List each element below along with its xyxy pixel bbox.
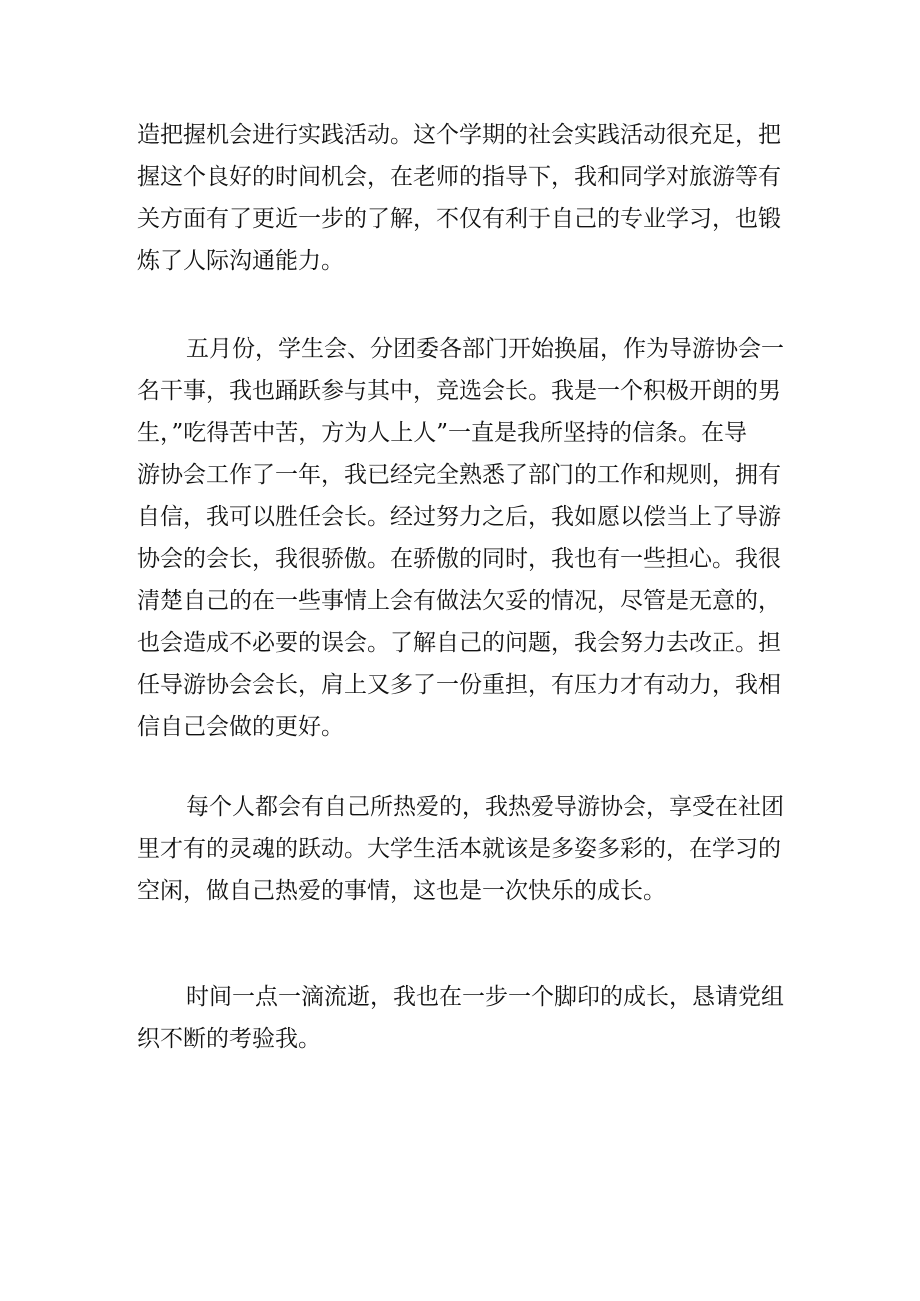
paragraph-line: 里才有的灵魂的跃动。大学生活本就该是多姿多彩的，在学习的 — [137, 836, 781, 862]
paragraph-line: 协会的会长，我很骄傲。在骄傲的同时，我也有一些担心。我很 — [137, 546, 781, 572]
paragraph-line: 空闲，做自己热爱的事情，这也是一次快乐的成长。 — [137, 878, 666, 904]
paragraph-closing — [137, 976, 797, 1060]
paragraph-election — [137, 328, 797, 748]
paragraph-line: 握这个良好的时间机会，在老师的指导下，我和同学对旅游等有 — [137, 164, 781, 190]
paragraph-practice — [137, 114, 797, 282]
paragraph-line: 生，”吃得苦中苦，方为人上人”一直是我所坚持的信条。在导 — [137, 420, 748, 446]
paragraph-line: 清楚自己的在一些事情上会有做法欠妥的情况，尽管是无意的， — [137, 588, 781, 614]
paragraph-line: 自信，我可以胜任会长。经过努力之后，我如愿以偿当上了导游 — [137, 504, 781, 530]
paragraph-line: 任导游协会会长，肩上又多了一份重担，有压力才有动力，我相 — [137, 672, 781, 698]
paragraph-line: 每个人都会有自己所热爱的，我热爱导游协会，享受在社团 — [186, 794, 784, 820]
paragraph-line: 也会造成不必要的误会。了解自己的问题，我会努力去改正。担 — [137, 630, 781, 656]
paragraph-line: 信自己会做的更好。 — [137, 714, 344, 740]
paragraph-line: 时间一点一滴流逝，我也在一步一个脚印的成长，恳请党组 — [186, 984, 784, 1010]
paragraph-line: 游协会工作了一年，我已经完全熟悉了部门的工作和规则，拥有 — [137, 462, 781, 488]
paragraph-line: 名干事，我也踊跃参与其中，竞选会长。我是一个积极开朗的男 — [137, 378, 781, 404]
paragraph-line: 关方面有了更近一步的了解，不仅有利于自己的专业学习，也锻 — [137, 206, 781, 232]
paragraph-passion — [137, 786, 797, 912]
paragraph-line: 织不断的考验我。 — [137, 1026, 321, 1052]
paragraph-line: 五月份，学生会、分团委各部门开始换届，作为导游协会一 — [186, 336, 784, 362]
paragraph-line: 炼了人际沟通能力。 — [137, 248, 344, 274]
paragraph-line: 造把握机会进行实践活动。这个学期的社会实践活动很充足，把 — [137, 122, 781, 148]
